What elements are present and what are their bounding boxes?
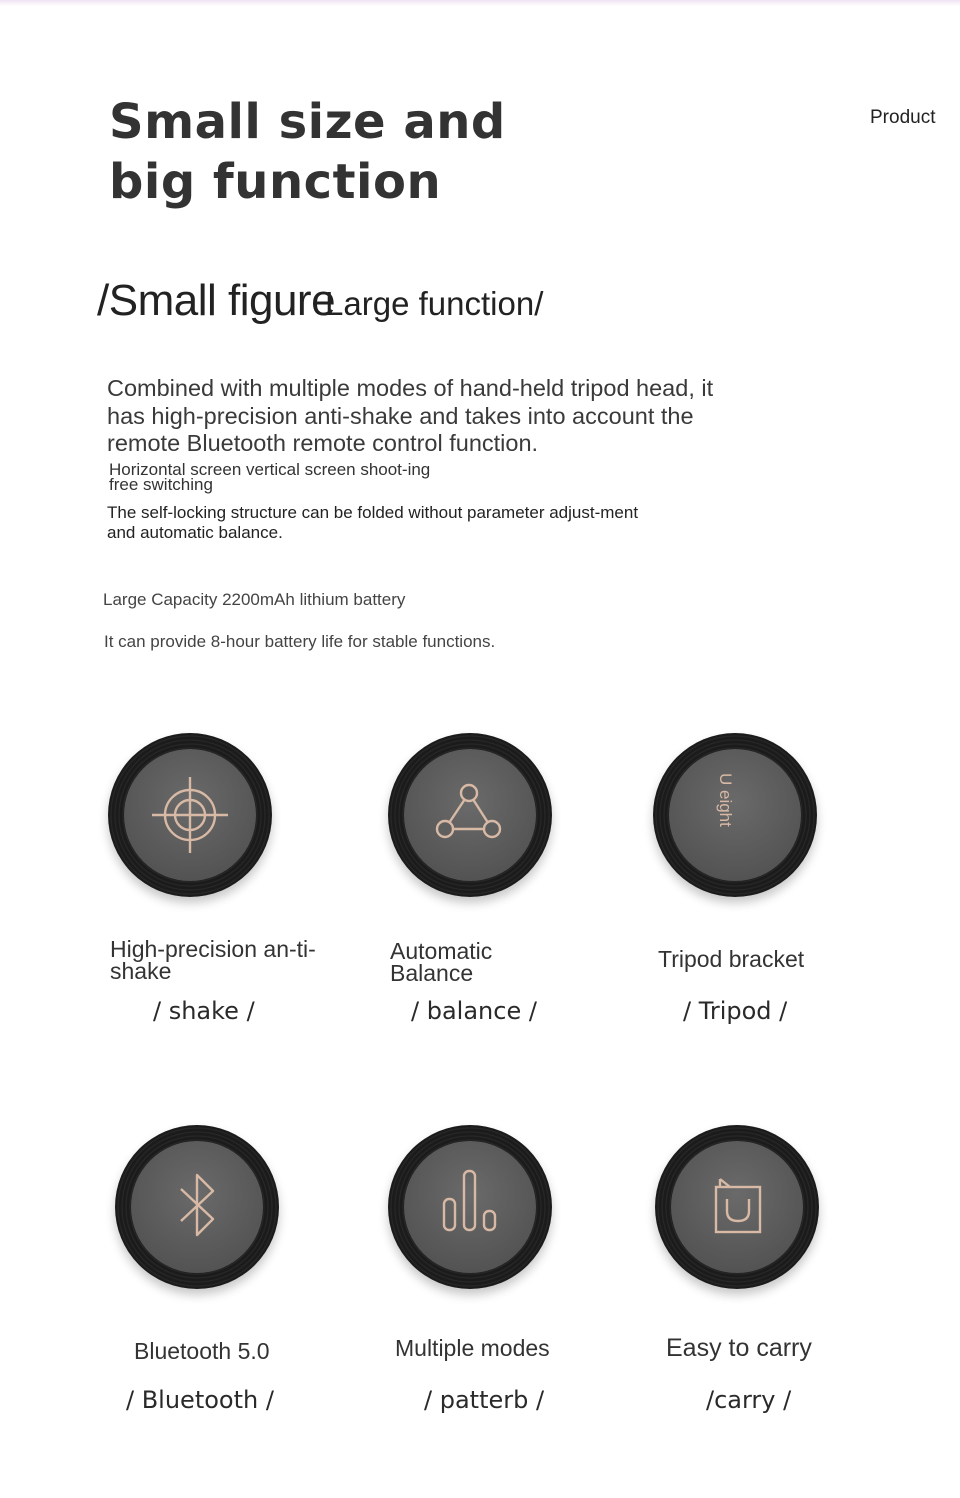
feature-tag-patterb: / patterb / bbox=[424, 1386, 545, 1414]
feature-label-anti-shake: High-precision an-ti-shake bbox=[110, 936, 316, 984]
feature-tag-bluetooth: / Bluetooth / bbox=[126, 1386, 274, 1414]
tripod-badge bbox=[653, 733, 817, 897]
feature-tag-tripod: / Tripod / bbox=[683, 997, 788, 1025]
battery-title: Large Capacity 2200mAh lithium battery bbox=[103, 590, 406, 609]
balance-badge bbox=[388, 733, 552, 897]
headline-line-2: big function bbox=[109, 154, 442, 210]
feature-tag-shake: / shake / bbox=[153, 997, 255, 1025]
feature-tag-carry: /carry / bbox=[706, 1386, 792, 1414]
intro-paragraph: Combined with multiple modes of hand-held tripod head, it has high-precision anti-shake and takes into account the remote Bluetooth remote control function. bbox=[107, 375, 714, 456]
bag-icon bbox=[655, 1125, 819, 1289]
bar-modes-icon bbox=[388, 1125, 552, 1289]
feature-label-carry: Easy to carry bbox=[666, 1334, 812, 1362]
subhead bbox=[97, 276, 543, 326]
feature-label-bluetooth: Bluetooth 5.0 bbox=[134, 1338, 270, 1364]
battery-desc: It can provide 8-hour battery life for stable functions. bbox=[104, 632, 496, 651]
carry-badge bbox=[655, 1125, 819, 1289]
anti-shake-badge bbox=[108, 733, 272, 897]
triangle-nodes-icon bbox=[388, 733, 552, 897]
crosshair-icon bbox=[108, 733, 272, 897]
feature-label-balance: Automatic Balance bbox=[390, 938, 493, 986]
feature-tag-balance: / balance / bbox=[411, 997, 537, 1025]
subhead-small: Large function/ bbox=[325, 285, 544, 322]
bluetooth-icon bbox=[115, 1125, 279, 1289]
top-strip bbox=[0, 0, 960, 6]
feature-label-tripod: Tripod bracket bbox=[658, 946, 805, 972]
self-locking-text: The self-locking structure can be folded without parameter adjust-ment and automatic balance. bbox=[107, 503, 639, 542]
headline-line-1: Small size and bbox=[109, 94, 506, 150]
bluetooth-badge bbox=[115, 1125, 279, 1289]
feature-label-modes: Multiple modes bbox=[395, 1335, 550, 1361]
subhead-big: /Small figure bbox=[97, 276, 336, 325]
screen-switching-text: Horizontal screen vertical screen shoot-ing free switching bbox=[109, 460, 431, 494]
text-eight-icon: U eight bbox=[716, 773, 735, 827]
headline bbox=[109, 92, 506, 212]
modes-badge bbox=[388, 1125, 552, 1289]
product-tag: Product bbox=[870, 107, 936, 128]
